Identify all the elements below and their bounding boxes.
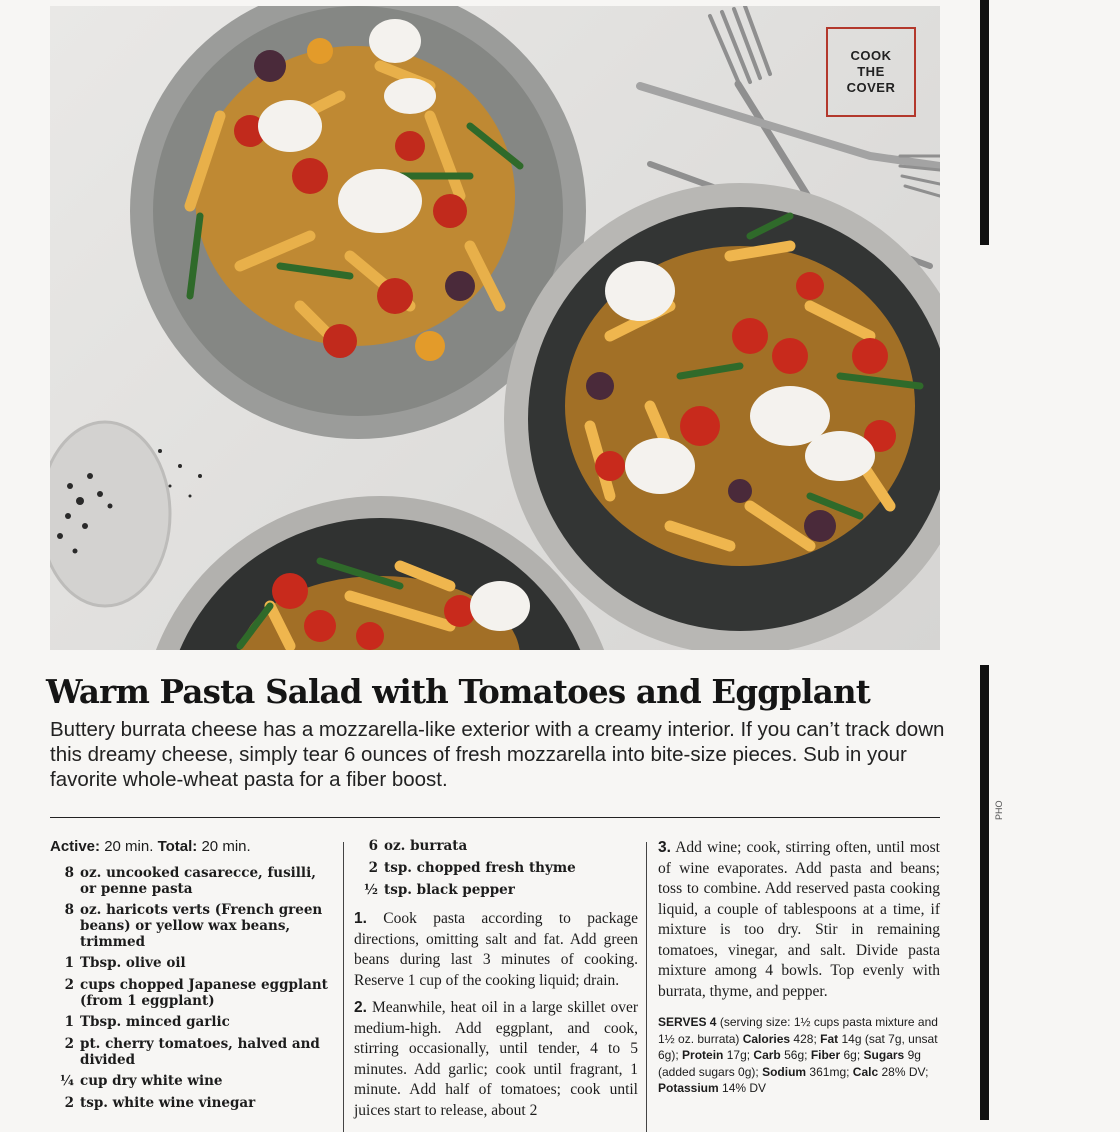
- ingredient-text: tsp. chopped fresh thyme: [384, 860, 576, 876]
- ingredient-qty: 1: [64, 955, 74, 971]
- column-divider-2: [646, 842, 647, 1132]
- step-text: Meanwhile, heat oil in a large skillet over medium-high. Add eggplant, and cook, stirring occasionally, until tender, 4 to 5 minutes. Add garlic; cook until fragrant, 1 minute. Add half of tomatoes; cook until juices start to release, about 2: [354, 999, 639, 1119]
- calc-label: Calc: [852, 1064, 879, 1079]
- potassium-value: 14% DV: [722, 1081, 767, 1095]
- protein-label: Protein: [682, 1048, 724, 1062]
- time-info: [50, 838, 330, 855]
- ingredient-item: [354, 860, 638, 877]
- active-value: 20 min.: [104, 838, 154, 855]
- sodium-label: Sodium: [762, 1064, 807, 1079]
- pepper-dish-illustration: [50, 422, 202, 606]
- step-2: [354, 998, 638, 1121]
- ingredient-text: cup dry white wine: [80, 1073, 223, 1089]
- ingredient-item: [50, 955, 330, 972]
- sugars-value: 9g (added sugars 0g);: [658, 1048, 921, 1079]
- ingredient-item: [354, 838, 638, 855]
- step-text: Cook pasta according to package directions, omitting salt and fat. Add green beans during last 3 minutes of cooking. Reserve 1 cup of the cooking liquid; drain.: [354, 910, 638, 989]
- ingredient-qty: 2: [64, 977, 74, 993]
- ingredient-qty: 2: [368, 860, 378, 876]
- fat-value: 14g (sat 7g, unsat 6g);: [658, 1031, 938, 1062]
- badge-line-3: COVER: [846, 80, 896, 95]
- pasta-bowls-illustration: [50, 6, 940, 650]
- carb-value: 56g;: [784, 1048, 808, 1062]
- recipe-title: Warm Pasta Salad with Tomatoes and Eggplant: [46, 672, 870, 711]
- ingredients-and-steps-column-2: [354, 838, 638, 1128]
- badge-line-1: COOK: [850, 48, 892, 63]
- calories-label: Calories: [742, 1031, 791, 1046]
- photo-credit: PHO: [994, 800, 1004, 820]
- sugars-label: Sugars: [863, 1048, 905, 1062]
- ingredient-text: Tbsp. minced garlic: [80, 1014, 230, 1030]
- step-1: [354, 909, 638, 991]
- ingredient-qty: 8: [64, 902, 74, 918]
- cook-the-cover-badge: [826, 27, 916, 117]
- ingredient-qty: ½: [363, 882, 378, 898]
- fiber-value: 6g;: [843, 1048, 861, 1062]
- column-divider-1: [343, 842, 344, 1132]
- total-label: Total:: [157, 838, 198, 855]
- ingredient-text: oz. haricots verts (French green beans) or yellow wax beans, trimmed: [80, 902, 323, 950]
- divider: [50, 817, 940, 818]
- ingredient-item: [50, 1095, 330, 1112]
- calc-value: 28% DV;: [881, 1064, 929, 1079]
- ingredient-item: [50, 1036, 330, 1068]
- ingredients-column-1: [50, 838, 330, 1117]
- nutrition-info: [658, 1014, 940, 1097]
- carb-label: Carb: [753, 1048, 781, 1062]
- ingredient-item: [50, 1073, 330, 1090]
- ingredient-item: [50, 1014, 330, 1031]
- steps-column-3: [658, 838, 940, 1097]
- total-value: 20 min.: [201, 838, 251, 855]
- fat-label: Fat: [820, 1031, 839, 1046]
- ingredient-text: tsp. black pepper: [384, 882, 515, 898]
- ingredient-item: [50, 977, 330, 1009]
- ingredient-item: [50, 902, 330, 950]
- ingredient-qty: 1: [64, 1014, 74, 1030]
- step-number: 2.: [354, 999, 367, 1016]
- ingredient-text: oz. uncooked casarecce, fusilli, or penne pasta: [80, 865, 316, 897]
- step-text: Add wine; cook, stirring often, until most of wine evaporates. Add pasta and beans; toss to combine. Add reserved pasta cooking liquid, a couple of tablespoons at a time, if mixture is too dry. Stir in remaining tomatoes, vinegar, and salt. Divide pasta mixture among 4 bowls. Top evenly with burrata, thyme, and pepper.: [658, 839, 940, 1000]
- page-edge-bar-top: [980, 0, 989, 245]
- ingredient-text: cups chopped Japanese eggplant (from 1 eggplant): [80, 977, 328, 1009]
- badge-line-2: THE: [857, 64, 885, 79]
- page-edge-bar-bottom: [980, 665, 989, 1120]
- step-number: 3.: [658, 839, 671, 856]
- ingredient-qty: 6: [368, 838, 378, 854]
- potassium-label: Potassium: [658, 1081, 719, 1095]
- ingredient-text: tsp. white wine vinegar: [80, 1095, 256, 1111]
- protein-value: 17g;: [726, 1048, 751, 1062]
- ingredient-qty: 2: [64, 1095, 74, 1111]
- ingredient-text: pt. cherry tomatoes, halved and divided: [80, 1036, 320, 1068]
- serving-size: (serving size: 1½ cups pasta mixture and 1½ oz. burrata): [658, 1015, 938, 1046]
- sodium-value: 361mg;: [809, 1064, 850, 1079]
- calories-value: 428;: [793, 1031, 817, 1046]
- serves-label: SERVES 4: [658, 1015, 717, 1029]
- step-number: 1.: [354, 910, 367, 927]
- ingredient-qty: ¼: [59, 1073, 74, 1089]
- ingredient-text: Tbsp. olive oil: [80, 955, 186, 971]
- ingredient-item: [354, 882, 638, 899]
- active-label: Active:: [50, 838, 101, 855]
- ingredient-text: oz. burrata: [384, 838, 468, 854]
- step-3: [658, 838, 940, 1002]
- recipe-intro: Buttery burrata cheese has a mozzarella-like exterior with a creamy interior. If you can’t track down this dreamy cheese, simply tear 6 ounces of fresh mozzarella into bite-size pieces. Sub in your favorite whole-wheat pasta for a fiber boost.: [50, 718, 945, 791]
- ingredient-qty: 2: [64, 1036, 74, 1052]
- ingredient-qty: 8: [64, 865, 74, 881]
- ingredient-item: [50, 865, 330, 897]
- recipe-photo: [50, 6, 940, 650]
- fiber-label: Fiber: [810, 1048, 841, 1062]
